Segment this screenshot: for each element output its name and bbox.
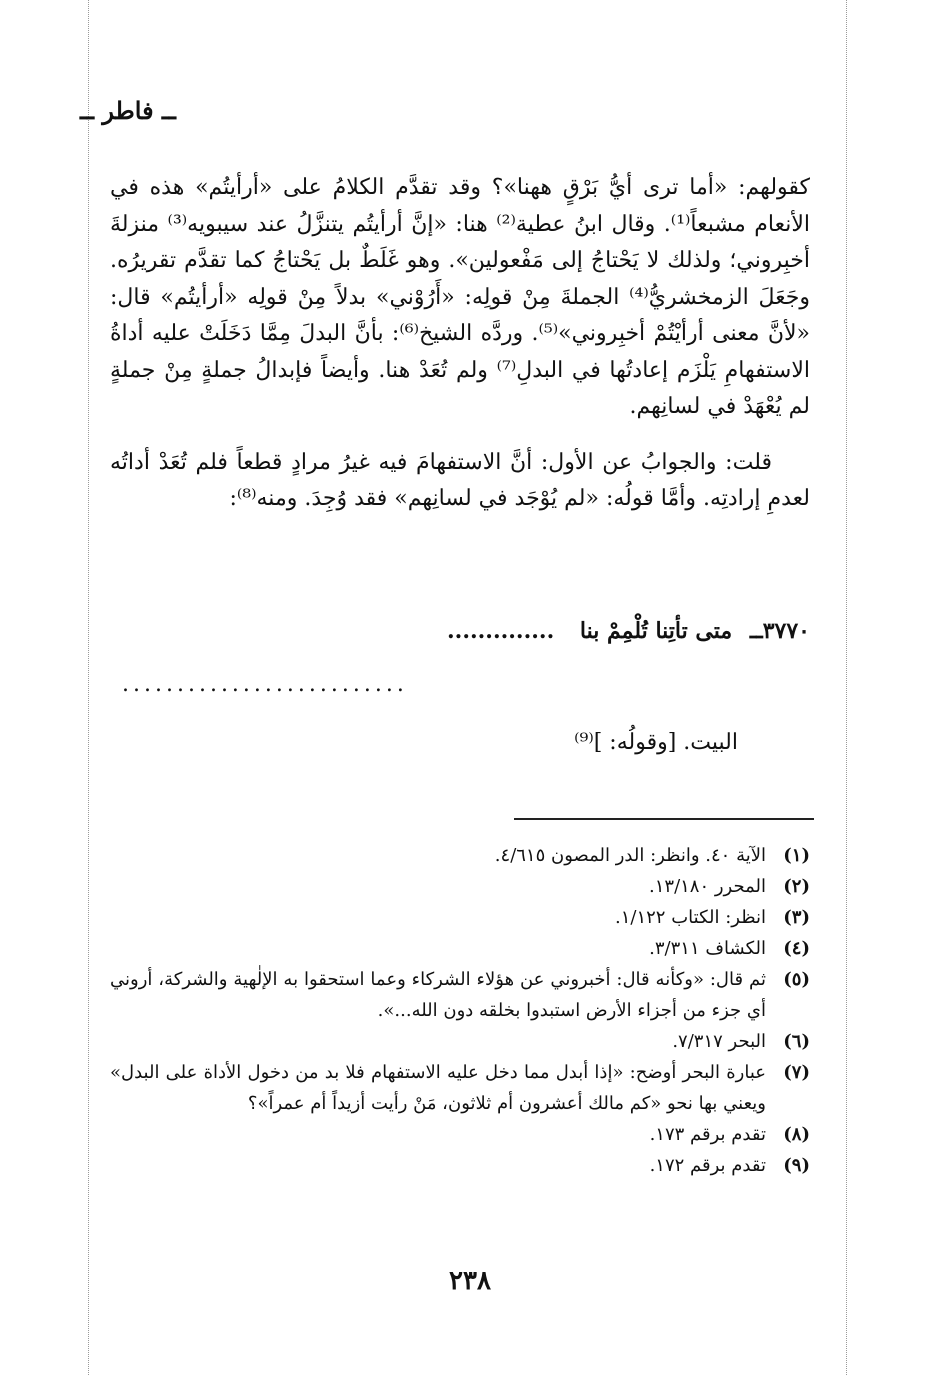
bayt-line: البيت. [وقولُه: ]⁽⁹⁾ <box>574 730 738 755</box>
paragraph-1: كقولهم: «أما ترى أيُّ بَرْقٍ ههنا»؟ وقد تقدَّم الكلامُ على «أرأيتُم» هذه في الأنعام مشبعاً⁽¹⁾. وقال ابنُ عطية⁽²⁾ هنا: «إنَّ أرأيتُم يتنزَّلُ عند سيبويه⁽³⁾ منزلةَ أخبِروني؛ ولذلك لا يَحْتاجُ إلى مَفْعولين». وهو غَلَطٌ بل يَحْتاجُ كما تقدَّم تقريرُه. وجَعَلَ الزمخشريُّ⁽⁴⁾ الجملةَ مِنْ قولِه: «أَرُوْني» بدلاً مِنْ قولِه «أرأيتُم» قال: «لأنَّ معنى أرأيْتُمْ أخبِروني»⁽⁵⁾. وردَّه الشيخ⁽⁶⁾: بأنَّ البدلَ مِمَّا دَخَلَتْ عليه أداةُ الاستفهامِ يَلْزَم إعادتُها في البدلِ⁽⁷⁾ ولم تُعَدْ هنا. وأيضاً فإبدالُ جملةٍ مِنْ جملةٍ لم يُعْهَدْ في لسانِهم. <box>110 175 810 419</box>
footnote-number: (٥) <box>783 969 810 990</box>
footnote-number: (٣) <box>783 907 810 928</box>
footnote-number: (٩) <box>783 1155 810 1176</box>
footnote-text: الكشاف ٣/٣١١. <box>649 938 766 959</box>
footnote-item <box>110 902 810 933</box>
running-header: ــ فاطر ــ <box>80 96 176 125</box>
footnote-separator <box>514 818 814 820</box>
footnote-text: انظر: الكتاب ١/١٢٢. <box>615 907 766 928</box>
footnote-number: (٤) <box>783 938 810 959</box>
footnotes <box>110 840 810 1181</box>
footnote-item <box>110 1026 810 1057</box>
footnote-text: تقدم برقم ١٧٢. <box>649 1155 766 1176</box>
footnote-number: (٨) <box>783 1124 810 1145</box>
footnote-text: المحرر ١٣/١٨٠. <box>649 876 766 897</box>
verse-text: متى تأتِنا تُلْمِمْ بنا <box>579 618 733 644</box>
footnote-item <box>110 1150 810 1181</box>
verse-number: ٣٧٧٠ــ <box>749 618 810 644</box>
paragraph-2: قلت: والجوابُ عن الأول: أنَّ الاستفهامَ فيه غيرُ مرادٍ قطعاً فلم تُعَدْ أداتُه لعدمِ إرادتِه. وأمَّا قولُه: «لم يُوْجَد في لسانِهم» فقد وُجِدَ. ومنه⁽⁸⁾: <box>110 449 810 511</box>
footnote-number: (٦) <box>783 1031 810 1052</box>
footnote-item <box>110 871 810 902</box>
scan-margin-line-left <box>88 0 89 1375</box>
footnote-number: (٧) <box>783 1062 810 1083</box>
footnote-item <box>110 1057 810 1119</box>
verse-ellipsis-second-hemistich: .......................... <box>122 672 408 697</box>
footnote-text: البحر ٧/٣١٧. <box>672 1031 766 1052</box>
scan-margin-line-right <box>846 0 847 1375</box>
footnote-item <box>110 1119 810 1150</box>
footnote-text: الآية ٤٠. وانظر: الدر المصون ٤/٦١٥. <box>494 845 766 866</box>
footnote-number: (١) <box>783 845 810 866</box>
footnote-text: عبارة البحر أوضح: «إذا أبدل مما دخل عليه الاستفهام فلا بد من دخول الأداة على البدل» ويعني بها نحو «كم مالك أعشرون أم ثلاثون، مَنْ رأيت أزيداً أم عمراً»؟ <box>110 1062 766 1114</box>
main-text <box>110 170 810 518</box>
footnote-item <box>110 933 810 964</box>
verse-line <box>130 618 810 644</box>
footnote-item <box>110 840 810 871</box>
footnote-text: ثم قال: «وكأنه قال: أخبروني عن هؤلاء الشركاء وعما استحقوا به الإلٰهية والشركة، أروني أي جزء من أجزاء الأرض استبدوا بخلقه دون الله...». <box>110 969 766 1021</box>
footnote-item <box>110 964 810 1026</box>
verse-ellipsis: .............. <box>447 618 555 644</box>
footnote-text: تقدم برقم ١٧٣. <box>649 1124 766 1145</box>
page-number: ٢٣٨ <box>449 1266 491 1296</box>
footnote-number: (٢) <box>783 876 810 897</box>
